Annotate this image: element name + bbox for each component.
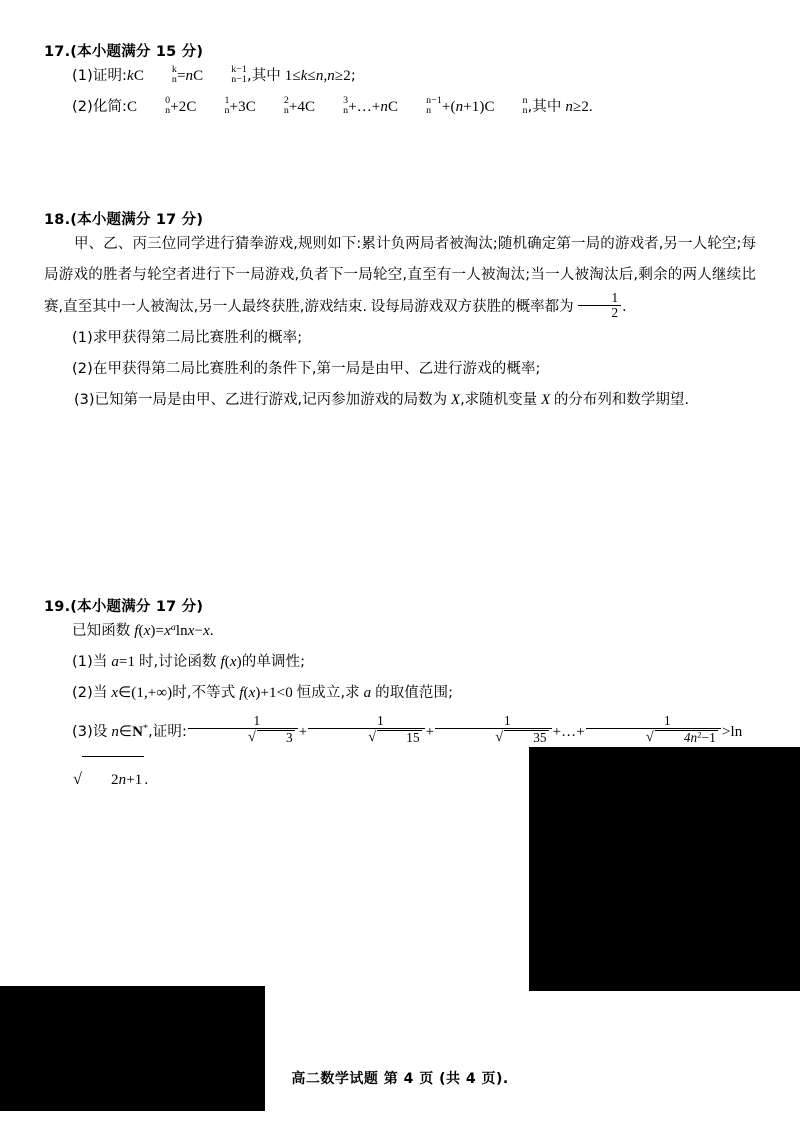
question-18	[44, 208, 756, 416]
question-19-item-3: (3)设 n∈N*,证明: 1 √ 3 + 1 √ 15 + 1 √ 35 +…+ 1 √ $4n^2-1$ >ln √ 2n+1 .	[44, 709, 756, 803]
question-19-item-1: (1)当 a=1 时,讨论函数 f(x)的单调性;	[72, 654, 306, 670]
question-19-header: 19.(本小题满分 17 分)	[44, 599, 204, 615]
question-17	[44, 40, 756, 123]
question-19-item-2: (2)当 x∈(1,+∞)时,不等式 f(x)+1<0 恒成立,求 a 的取值范围;	[72, 685, 454, 701]
page-footer: 高二数学试题 第 4 页 (共 4 页).	[291, 1071, 509, 1087]
question-18-stem: 甲、乙、丙三位同学进行猜拳游戏,规则如下:累计负两局者被淘汰;随机确定第一局的游戏者,另一人轮空;每局游戏的胜者与轮空者进行下一局游戏,负者下一局轮空,直至有一人被淘汰;当一人被淘汰后,剩余的两人继续比赛,直至其中一人被淘汰,另一人最终获胜,游戏结束. 设每局游戏双方获胜的概率都为 $\frac{1}{2}$ .	[44, 236, 756, 321]
question-18-header: 18.(本小题满分 17 分)	[44, 212, 204, 228]
question-18-item-2: (2)在甲获得第二局比赛胜利的条件下,第一局是由甲、乙进行游戏的概率;	[72, 360, 541, 377]
question-18-item-3: (3)已知第一局是由甲、乙进行游戏,记丙参加游戏的局数为 X,求随机变量 X 的分布列和数学期望.	[74, 391, 689, 408]
question-17-item-1: (1)证明:kC k n =nC k−1 n−1 ,其中 1≤k≤n,n≥2;	[72, 64, 356, 85]
redaction-block-left	[0, 986, 265, 1111]
question-19-stem: 已知函数 $f(x)=x^a\ln x-x$.	[72, 622, 214, 639]
question-17-header: 17.(本小题满分 15 分)	[44, 44, 204, 60]
question-18-item-1: (1)求甲获得第二局比赛胜利的概率;	[72, 329, 303, 346]
question-17-item-2: (2)化简:C 0 n +2C 1 n +3C 2 n +4C 3 n +…+nC n−1 n +(n+1)C n n ,其中 n≥2.	[72, 95, 593, 116]
redaction-block-right	[529, 747, 800, 991]
